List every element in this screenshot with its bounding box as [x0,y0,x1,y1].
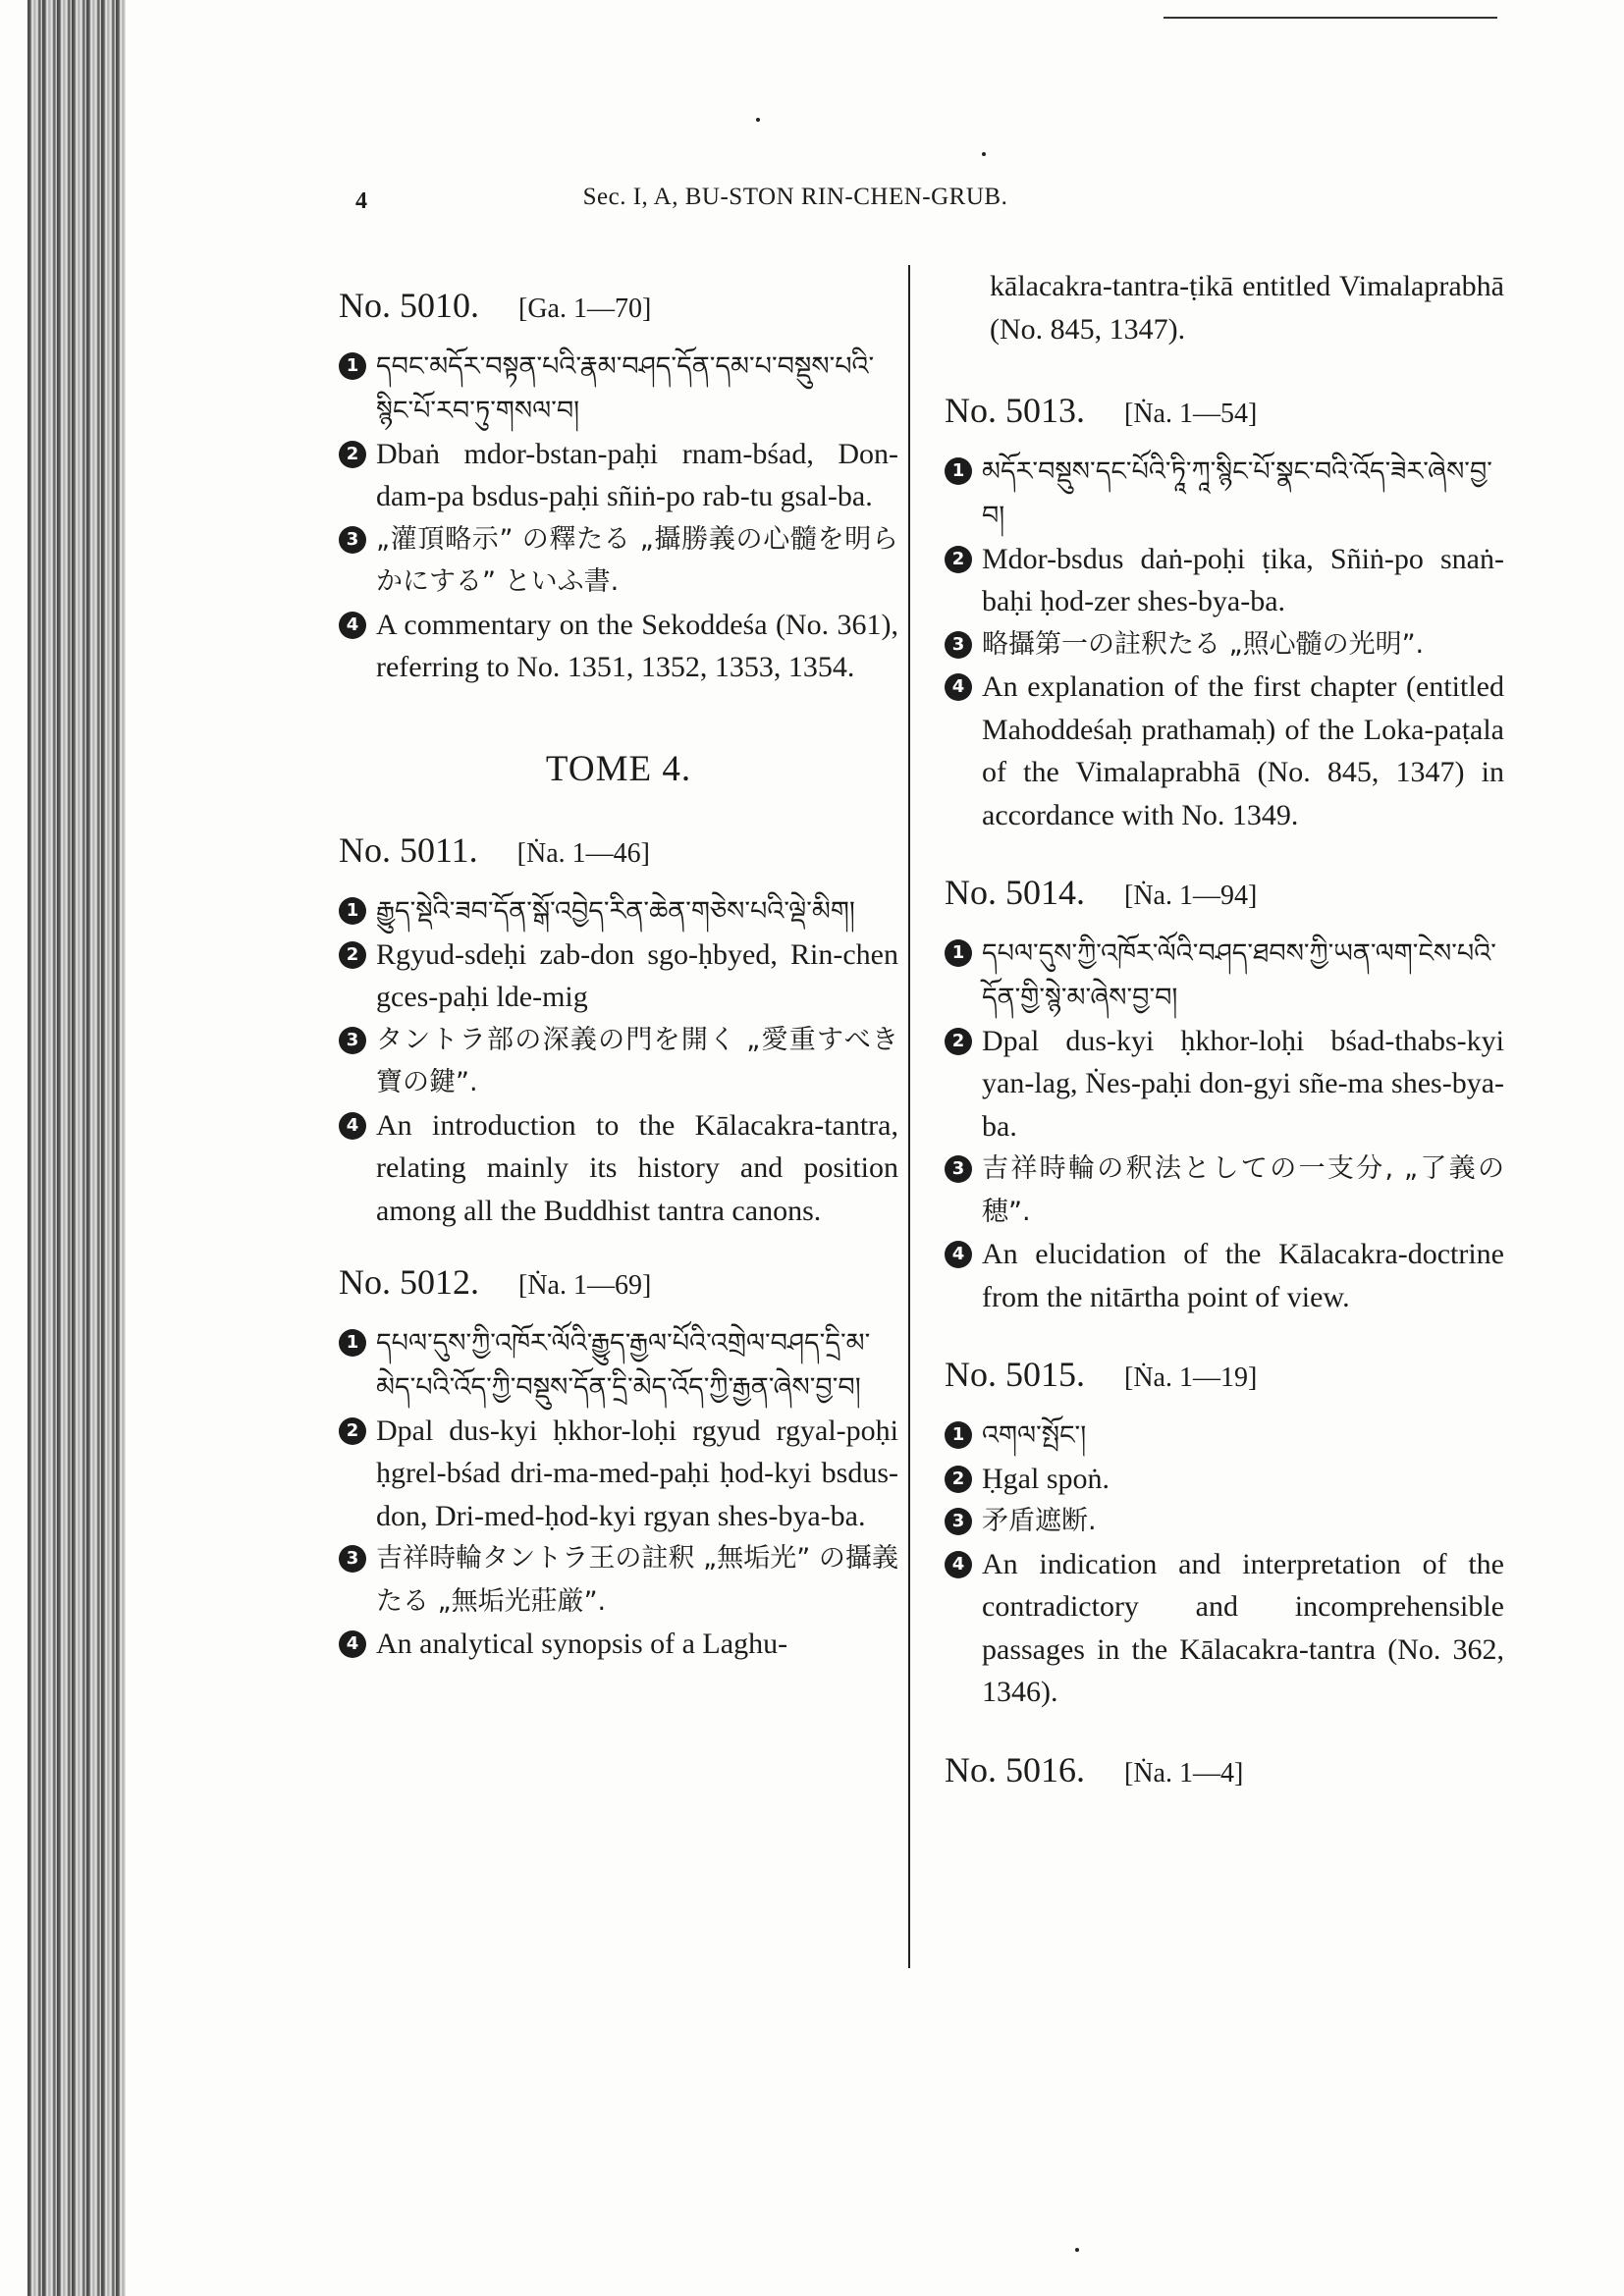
speck [982,152,986,156]
japanese-title: 3 „灌頂略示” の釋たる „攝勝義の心髓を明らかにする” といふ書. [339,518,898,604]
entry-5015 [945,1354,1504,1714]
book-binding-edge [27,0,126,2296]
romanized-title: 2 Dpal dus-kyi ḥkhor-loḥi rgyud rgyal-poḥi ḥgrel-bśad dri-ma-med-paḥi ḥod-kyi bsdus-don, Dri-med-ḥod-kyi rgyan shes-bya-ba. [339,1410,898,1538]
marker-3: 3 [945,631,972,659]
entry-5016 [945,1749,1504,1795]
tibetan-title: 1 དཔལ་དུས་ཀྱི་འཁོར་ལོའི་བཤད་ཐབས་ཀྱི་ཡན་ལག་ངེས་པའི་དོན་གྱི་སྙེ་མ་ཞེས་བྱ་བ། [945,932,1504,1020]
tibetan-title: 1 དཔལ་དུས་ཀྱི་འཁོར་ལོའི་རྒྱུད་རྒྱལ་པོའི་འགྲེལ་བཤད་དྲི་མ་མེད་པའི་འོད་ཀྱི་བསྡུས་དོན་དྲི་མེད་འོད་ཀྱི་རྒྱན་ཞེས་བྱ་བ། [339,1321,898,1410]
tibetan-title: 1 དབང་མདོར་བསྟན་པའི་རྣམ་བཤད་དོན་དམ་པ་བསྡུས་པའི་སྙིང་པོ་རབ་ཏུ་གསལ་བ། [339,345,898,433]
tome-heading: TOME 4. [545,748,692,789]
romanized-title: 2 Dbaṅ mdor-bstan-paḥi rnam-bśad, Don-dam-pa bsdus-paḥi sñiṅ-po rab-tu gsal-ba. [339,433,898,518]
japanese-title: 3 タントラ部の深義の門を開く „愛重すべき寶の鍵”. [339,1019,898,1104]
speck [756,118,760,122]
marker-4: 4 [945,1241,972,1268]
entry-5010 [339,285,898,689]
marker-2: 2 [339,441,366,468]
entry-5013 [945,390,1504,836]
marker-3: 3 [339,1545,366,1573]
entry-number: No. 5015. [945,1355,1085,1394]
marker-3: 3 [339,1027,366,1054]
english-description: 4 An elucidation of the Kālacakra-doctrine from the nitārtha point of view. [945,1233,1504,1318]
entry-5014 [945,872,1504,1318]
romanized-title: 2 Dpal dus-kyi ḥkhor-loḥi bśad-thabs-kyi yan-lag, Ṅes-paḥi don-gyi sñe-ma shes-bya-ba. [945,1020,1504,1148]
marker-1: 1 [339,897,366,925]
marker-4: 4 [945,1551,972,1578]
marker-1: 1 [339,1329,366,1357]
entry-reference: [Ṅa. 1—54] [1124,399,1258,429]
japanese-title: 3 略攝第一の註釈たる „照心髓の光明”. [945,623,1504,667]
entry-reference: [Ṅa. 1—46] [516,838,650,869]
japanese-title: 3 矛盾遮断. [945,1500,1504,1543]
tibetan-title: 1 རྒྱུད་སྡེའི་ཟབ་དོན་སྒོ་འབྱེད་རིན་ཆེན་གཅེས་པའི་ལྡེ་མིག། [339,889,898,934]
entry-number: No. 5014. [945,873,1085,912]
column-divider [908,265,910,1968]
marker-4: 4 [339,1112,366,1140]
marker-1: 1 [945,1421,972,1449]
marker-4: 4 [339,1630,366,1658]
marker-2: 2 [339,941,366,969]
left-column [339,265,898,1666]
marker-4: 4 [945,673,972,701]
entry-number: No. 5010. [339,286,479,325]
english-description: 4 A commentary on the Sekoddeśa (No. 361), referring to No. 1351, 1352, 1353, 1354. [339,604,898,689]
romanized-title: 2 Mdor-bsdus daṅ-poḥi ṭika, Sñiṅ-po snaṅ-baḥi ḥod-zer shes-bya-ba. [945,538,1504,623]
marker-3: 3 [339,526,366,554]
marker-4: 4 [339,612,366,639]
top-rule [1164,17,1497,19]
right-column [945,265,1504,1808]
entry-5012 [339,1261,898,1666]
marker-2: 2 [945,1028,972,1055]
entry-reference: [Ṅa. 1—69] [518,1270,652,1301]
entry-reference: [Ṅa. 1—19] [1124,1362,1258,1393]
marker-1: 1 [945,457,972,485]
entry-number: No. 5012. [339,1262,479,1302]
romanized-title: 2 Rgyud-sdeḥi zab-don sgo-ḥbyed, Rin-chen gces-paḥi lde-mig [339,934,898,1019]
english-description: 4 An explanation of the first chapter (entitled Mahoddeśaḥ prathamaḥ) of the Loka-paṭala of the Vimalaprabhā (No. 845, 1347) in accordance with No. 1349. [945,666,1504,836]
japanese-title: 3 吉祥時輪の釈法としての一支分, „了義の穂”. [945,1148,1504,1233]
english-description: 4 An analytical synopsis of a Laghu- [339,1623,898,1666]
entry-reference: [Ga. 1—70] [518,294,652,324]
continued-text: kālacakra-tantra-ṭikā entitled Vimalaprabhā (No. 845, 1347). [990,270,1504,346]
marker-2: 2 [945,546,972,573]
entry-number: No. 5011. [339,830,478,870]
tibetan-title: 1 འགལ་སྤོང་། [945,1414,1504,1458]
marker-3: 3 [945,1155,972,1183]
marker-1: 1 [339,352,366,380]
entry-number: No. 5016. [945,1749,1085,1789]
english-description: 4 An indication and interpretation of the contradictory and incomprehensible passages in the Kālacakra-tantra (No. 362, 1346). [945,1543,1504,1714]
marker-3: 3 [945,1508,972,1535]
entry-reference: [Ṅa. 1—94] [1124,881,1258,911]
running-head: Sec. I, A, BU-STON RIN-CHEN-GRUB. [582,184,1008,210]
marker-1: 1 [945,939,972,967]
entry-reference: [Ṅa. 1—4] [1124,1757,1244,1789]
marker-2: 2 [945,1466,972,1493]
english-description: 4 An introduction to the Kālacakra-tantra, relating mainly its history and position among all the Buddhist tantra canons. [339,1104,898,1233]
entry-number: No. 5013. [945,391,1085,430]
entry-5011 [339,829,898,1232]
romanized-title: 2 Ḥgal spoṅ. [945,1458,1504,1501]
tibetan-title: 1 མདོར་བསྡུས་དང་པོའི་ཏཱི་ཀཱ་སྙིང་པོ་སྣང་བའི་འོད་ཟེར་ཞེས་བྱ་བ། [945,450,1504,538]
page-number: 4 [355,188,367,214]
japanese-title: 3 吉祥時輪タントラ王の註釈 „無垢光” の攝義たる „無垢光莊厳”. [339,1537,898,1623]
marker-2: 2 [339,1417,366,1445]
speck [1075,2248,1079,2252]
